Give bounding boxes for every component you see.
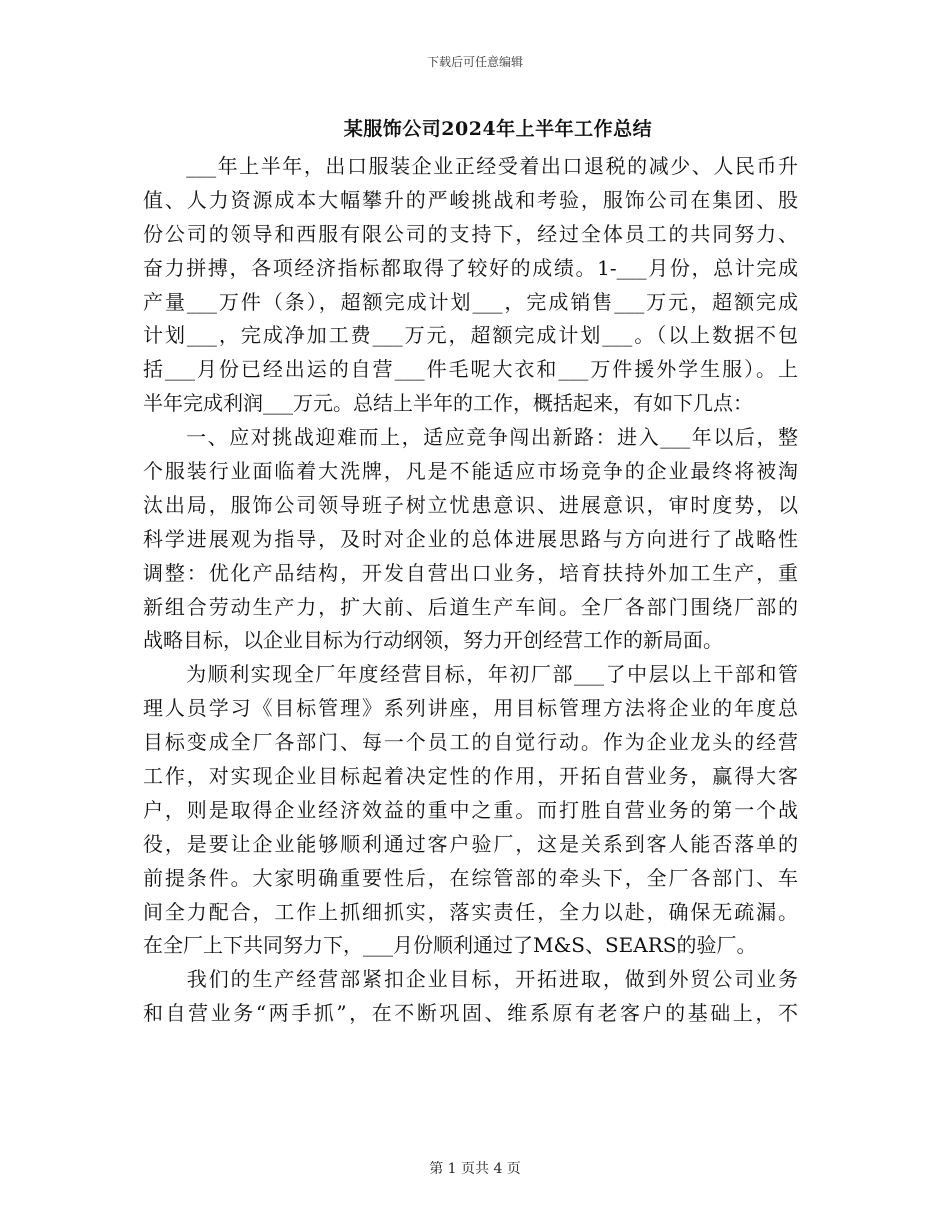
text-line: 我们的生产经营部紧扣企业目标，开拓进取，做到外贸公司业务 — [143, 967, 798, 992]
text-line: 在全厂上下共同努力下，___月份顺利通过了M&S、SEARS的验厂。 — [143, 933, 757, 958]
text-line: 役，是要让企业能够顺利通过客户验厂，这是关系到客人能否落单的 — [143, 831, 798, 856]
text-line: 个服装行业面临着大洗牌，凡是不能适应市场竞争的企业最终将被淘 — [143, 459, 798, 484]
header-note: 下载后可任意编辑 — [426, 55, 523, 69]
text-line: 半年完成利润___万元。总结上半年的工作，概括起来，有如下几点： — [143, 391, 753, 416]
text-line: 份公司的领导和西服有限公司的支持下，经过全体员工的共同努力、 — [143, 221, 798, 246]
text-line: 间全力配合，工作上抓细抓实，落实责任，全力以赴，确保无疏漏。 — [143, 899, 798, 924]
text-line: 和自营业务“两手抓”，在不断巩固、维系原有老客户的基础上，不 — [143, 1001, 798, 1026]
text-line: 奋力拼搏，各项经济指标都取得了较好的成绩。1-___月份，总计完成 — [143, 255, 798, 280]
text-line: 计划___，完成净加工费___万元，超额完成计划___。（以上数据不包 — [143, 323, 798, 348]
text-line: 前提条件。大家明确重要性后，在综管部的牵头下，全厂各部门、车 — [143, 865, 798, 890]
text-line: 调整：优化产品结构，开发自营出口业务，培育扶持外加工生产，重 — [143, 560, 798, 585]
text-line: 理人员学习《目标管理》系列讲座，用目标管理方法将企业的年度总 — [143, 696, 798, 721]
text-line: 科学进展观为指导，及时对企业的总体进展思路与方向进行了战略性 — [143, 526, 798, 551]
text-line: 工作，对实现企业目标起着决定性的作用，开拓自营业务，赢得大客 — [143, 764, 798, 789]
document-body — [143, 150, 798, 1031]
text-line: 括___月份已经出运的自营___件毛呢大衣和___万件援外学生服）。上 — [143, 357, 798, 382]
text-line: 值、人力资源成本大幅攀升的严峻挑战和考验，服饰公司在集团、股 — [143, 187, 798, 212]
document-title: 某服饰公司2024年上半年工作总结 — [343, 118, 653, 140]
text-line: 汰出局，服饰公司领导班子树立忧患意识、进展意识，审时度势，以 — [143, 492, 798, 517]
page-footer: 第 1 页共 4 页 — [429, 1161, 521, 1177]
text-line: ___年上半年，出口服装企业正经受着出口退税的减少、人民币升 — [143, 154, 798, 178]
text-line: 一、应对挑战迎难而上，适应竞争闯出新路：进入___年以后，整 — [143, 425, 798, 450]
text-line: 目标变成全厂各部门、每一个员工的自觉行动。作为企业龙头的经营 — [143, 730, 798, 755]
text-line: 为顺利实现全厂年度经营目标，年初厂部___了中层以上干部和管 — [143, 662, 798, 687]
text-line: 户，则是取得企业经济效益的重中之重。而打胜自营业务的第一个战 — [143, 797, 798, 822]
text-line: 战略目标，以企业目标为行动纲领，努力开创经营工作的新局面。 — [143, 628, 723, 653]
text-line: 新组合劳动生产力，扩大前、后道生产车间。全厂各部门围绕厂部的 — [143, 594, 798, 619]
text-line: 产量___万件（条），超额完成计划___，完成销售___万元，超额完成 — [143, 289, 798, 314]
